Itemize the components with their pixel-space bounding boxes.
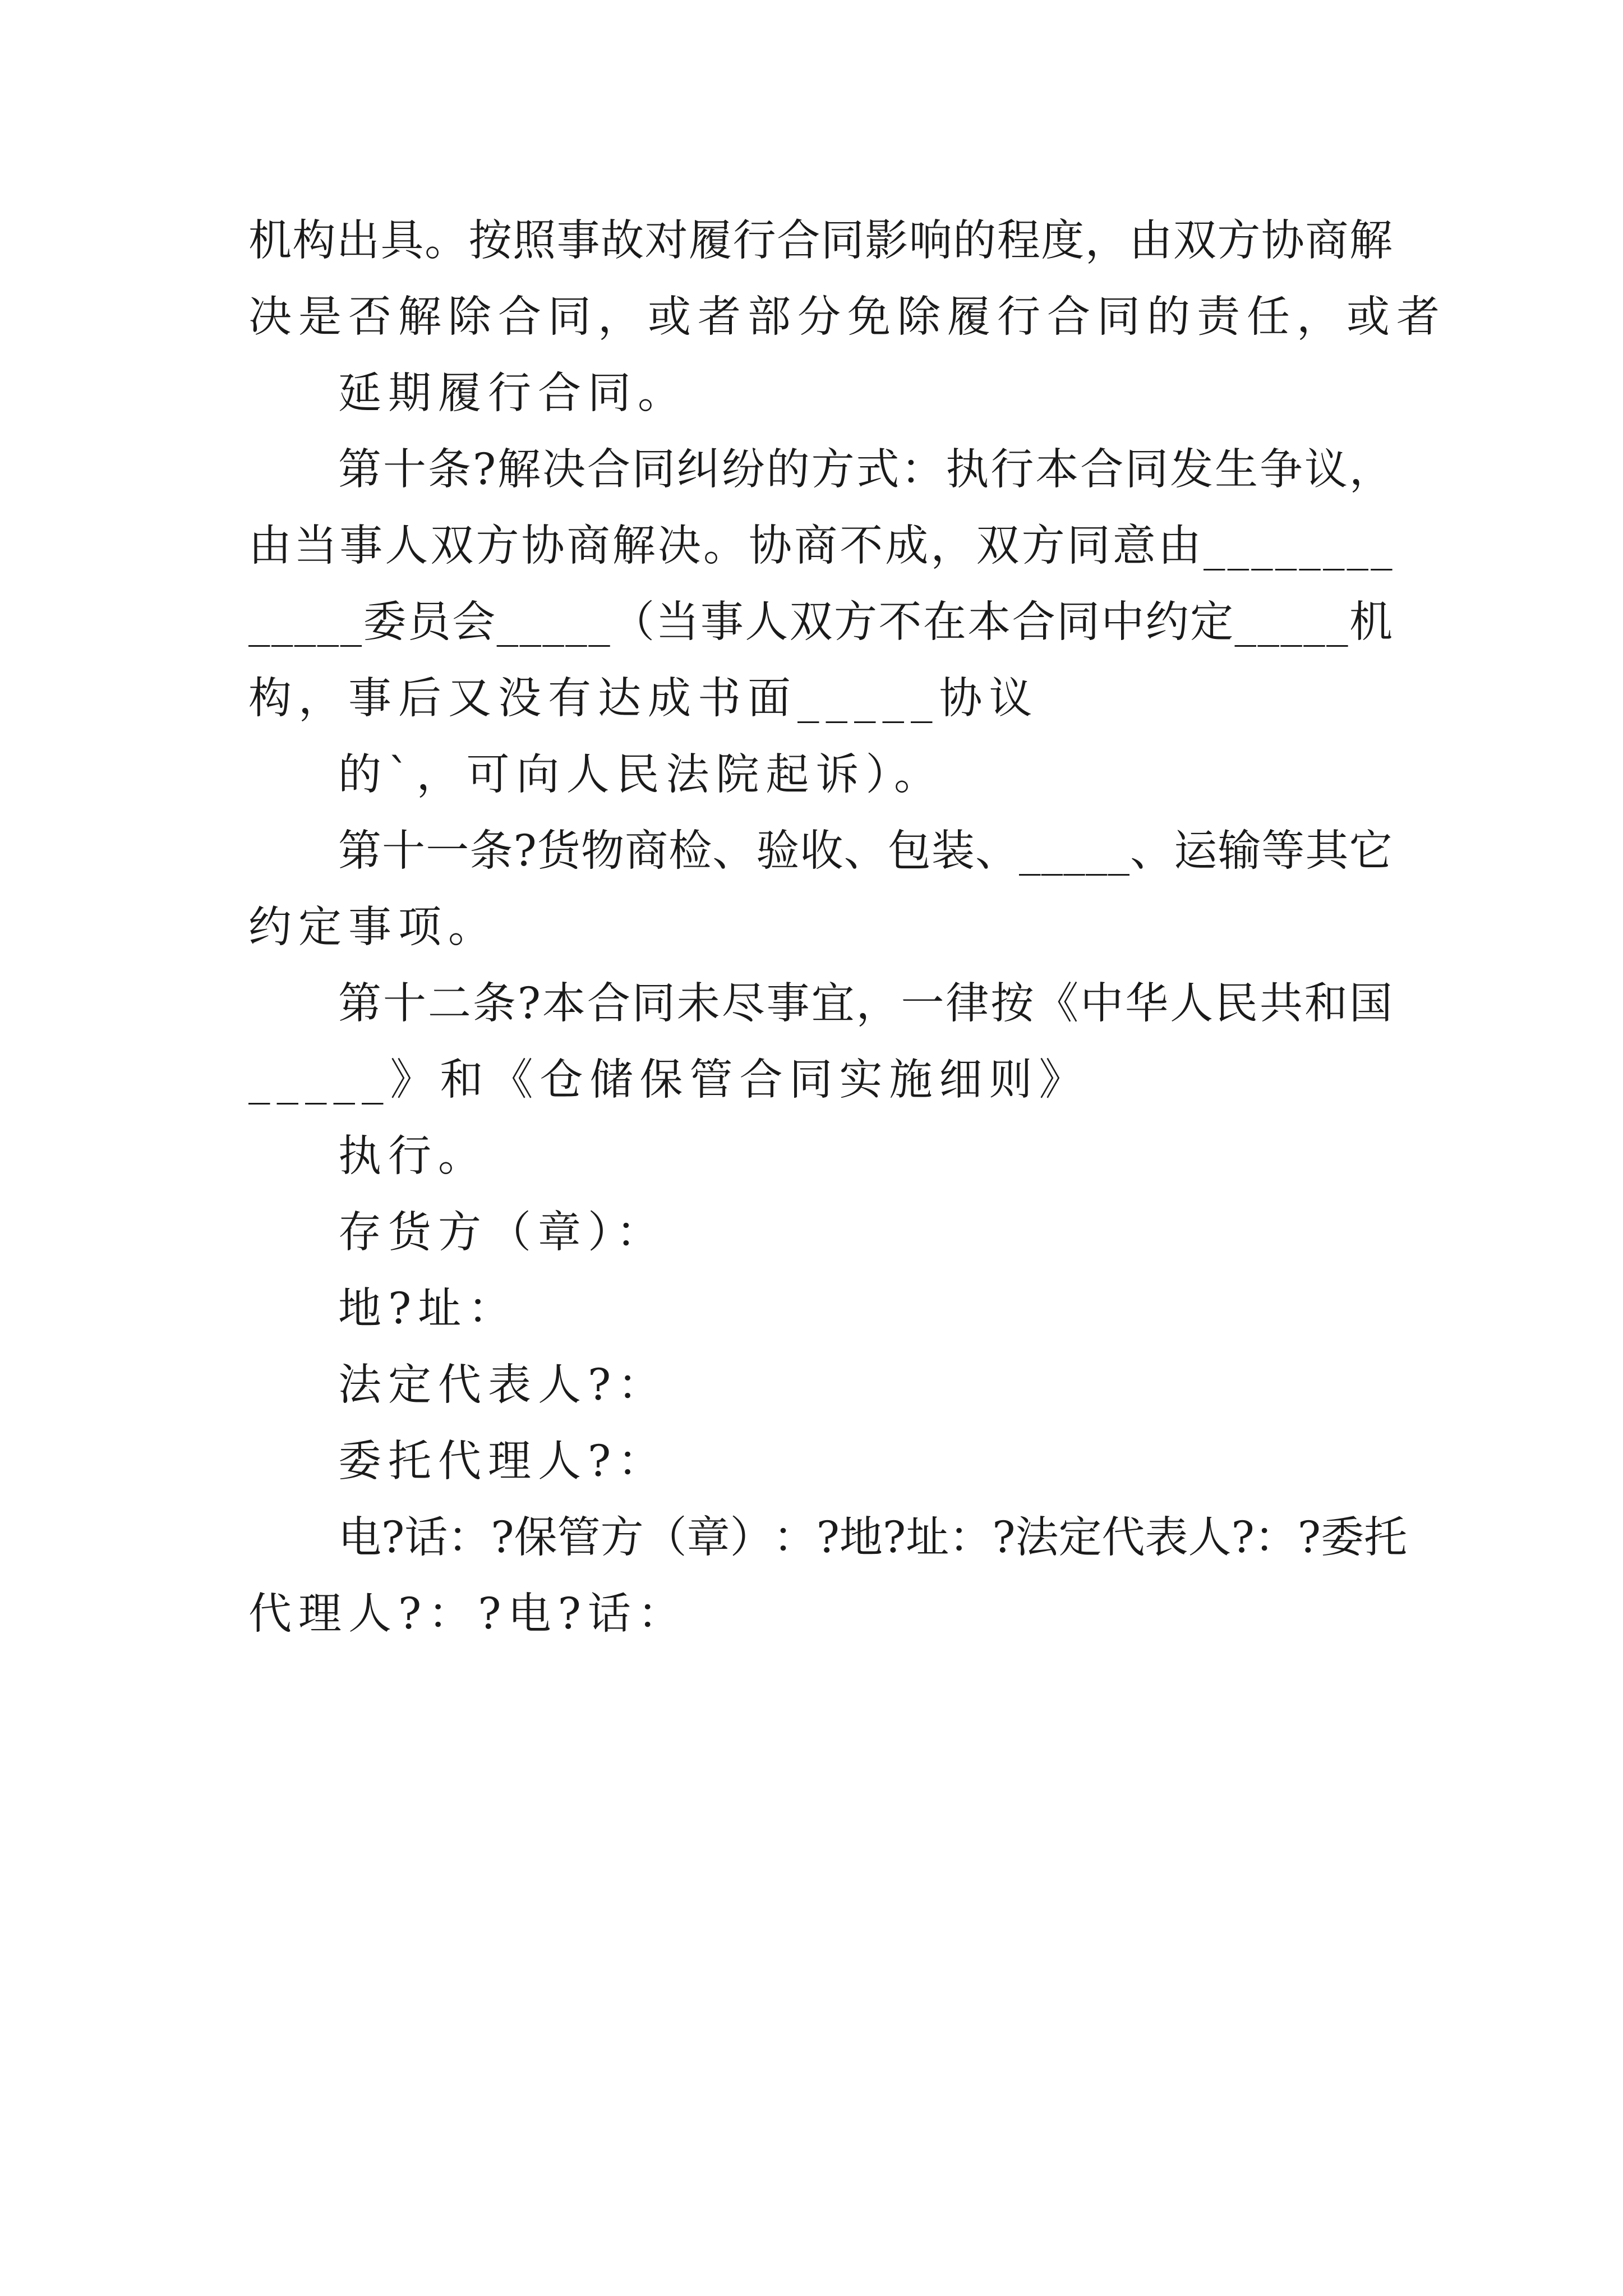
text-glyph: 争: [1259, 445, 1303, 495]
text-glyph: 纠: [676, 445, 720, 495]
text-glyph: 、: [843, 826, 887, 876]
text-glyph: 电: [338, 1513, 381, 1563]
text-glyph: 验: [756, 826, 800, 876]
text-glyph: 代: [1101, 1513, 1145, 1563]
text-glyph: 事: [766, 979, 810, 1029]
text-glyph: 十: [382, 826, 426, 876]
text-glyph: 的: [953, 216, 997, 266]
text-glyph: _: [1063, 826, 1085, 876]
text-glyph: 和: [1304, 979, 1348, 1029]
text-glyph: 商: [566, 521, 610, 571]
text-line: [248, 218, 1393, 294]
text-glyph: _: [271, 597, 293, 647]
text-glyph: 收: [800, 826, 843, 876]
text-glyph: 方: [600, 1513, 644, 1563]
text-glyph: 意: [1112, 521, 1156, 571]
text-glyph: 商: [1305, 216, 1349, 266]
text-glyph: 合: [587, 979, 630, 1029]
text-glyph: ?: [992, 1513, 1016, 1563]
text-glyph: ：: [448, 1513, 491, 1563]
text-glyph: _: [1299, 521, 1321, 571]
text-glyph: 协: [749, 521, 792, 571]
text-glyph: 程: [997, 216, 1040, 266]
text-glyph: 人: [1188, 1513, 1232, 1563]
text-glyph: （: [611, 597, 655, 647]
text-glyph: 同: [631, 445, 675, 495]
text-glyph: 行: [990, 445, 1034, 495]
agent-field: 委托代理人?：: [338, 1437, 668, 1487]
text-glyph: 货: [537, 826, 580, 876]
text-glyph: 未: [676, 979, 720, 1029]
clause-12-heading-line: [248, 981, 1393, 1057]
text-line: [248, 599, 1393, 675]
text-glyph: _: [1326, 597, 1348, 647]
text-glyph: 保: [514, 1513, 557, 1563]
text-glyph: 条: [472, 979, 516, 1029]
text-glyph: 合: [1012, 597, 1055, 647]
text-line: 的`，可向人民法院起诉）。: [338, 750, 944, 800]
text-glyph: ?: [513, 826, 537, 876]
text-glyph: 合: [777, 216, 820, 266]
text-glyph: 故: [601, 216, 644, 266]
text-glyph: ?: [816, 1513, 840, 1563]
text-glyph: _: [1203, 521, 1225, 571]
text-glyph: 十: [382, 445, 426, 495]
text-line: _____》和《仓储保管合同实施细则》: [248, 1055, 1089, 1105]
text-glyph: 不: [840, 521, 883, 571]
text-glyph: ：: [1254, 1513, 1298, 1563]
text-glyph: 、: [1130, 826, 1174, 876]
text-glyph: _: [294, 597, 316, 647]
text-glyph: 约: [1145, 597, 1189, 647]
text-glyph: 方: [1021, 521, 1065, 571]
text-glyph: 它: [1349, 826, 1393, 876]
text-glyph: _: [1322, 521, 1345, 571]
text-glyph: ：: [901, 445, 944, 495]
text-glyph: 由: [1129, 216, 1173, 266]
text-glyph: 对: [644, 216, 688, 266]
custodian-fields-line: [248, 1513, 1408, 1591]
text-glyph: 合: [1080, 445, 1124, 495]
text-glyph: 。: [425, 216, 468, 266]
text-glyph: 双: [789, 597, 833, 647]
text-glyph: 方: [476, 521, 519, 571]
text-glyph: 法: [1015, 1513, 1059, 1563]
text-glyph: 华: [1125, 979, 1169, 1029]
text-glyph: 由: [248, 521, 292, 571]
text-glyph: 按: [468, 216, 512, 266]
text-glyph: _: [1280, 597, 1302, 647]
text-glyph: 宜: [811, 979, 855, 1029]
text-glyph: 二: [427, 979, 471, 1029]
text-glyph: 律: [946, 979, 989, 1029]
text-glyph: 方: [811, 445, 855, 495]
text-glyph: _: [1227, 521, 1249, 571]
text-glyph: 一: [901, 979, 944, 1029]
text-glyph: 同: [820, 216, 864, 266]
text-glyph: 第: [338, 979, 381, 1029]
text-glyph: 章: [686, 1513, 730, 1563]
text-glyph: _: [1371, 521, 1393, 571]
text-glyph: 等: [1261, 826, 1305, 876]
text-line: 延期履行合同。: [338, 369, 688, 418]
text-glyph: 址: [906, 1513, 949, 1563]
text-glyph: _: [1085, 826, 1108, 876]
text-glyph: 运: [1174, 826, 1218, 876]
depositor-seal-field: 存货方（章）：: [338, 1208, 666, 1258]
text-glyph: _: [588, 597, 610, 647]
text-glyph: 民: [1215, 979, 1258, 1029]
text-glyph: _: [1041, 826, 1063, 876]
text-glyph: 具: [380, 216, 424, 266]
text-glyph: 中: [1080, 979, 1124, 1029]
text-glyph: 人: [745, 597, 789, 647]
text-glyph: 人: [1170, 979, 1214, 1029]
text-glyph: 同: [1067, 521, 1110, 571]
text-glyph: ，: [1349, 445, 1393, 495]
text-glyph: 发: [1170, 445, 1214, 495]
text-glyph: _: [1275, 521, 1297, 571]
text-glyph: _: [1234, 597, 1257, 647]
text-glyph: 管: [557, 1513, 601, 1563]
text-glyph: 方: [1217, 216, 1261, 266]
text-glyph: ?: [1297, 1513, 1321, 1563]
text-glyph: 商: [794, 521, 838, 571]
text-glyph: 决: [657, 521, 701, 571]
text-glyph: 影: [865, 216, 909, 266]
text-glyph: _: [1257, 597, 1279, 647]
text-glyph: _: [340, 597, 362, 647]
text-glyph: 托: [1364, 1513, 1408, 1563]
address-field: 地?址：: [338, 1284, 518, 1334]
text-glyph: 履: [689, 216, 732, 266]
text-glyph: 员: [407, 597, 451, 647]
text-glyph: 解: [497, 445, 541, 495]
text-glyph: 当: [294, 521, 338, 571]
text-line: [248, 523, 1393, 599]
text-glyph: 式: [856, 445, 900, 495]
text-glyph: ，: [930, 521, 974, 571]
legal-representative-field: 法定代表人?：: [338, 1360, 668, 1410]
text-glyph: 行: [732, 216, 776, 266]
text-glyph: ，: [856, 979, 900, 1029]
text-glyph: 照: [513, 216, 556, 266]
text-glyph: 双: [430, 521, 474, 571]
text-glyph: _: [1108, 826, 1129, 876]
text-glyph: 协: [521, 521, 565, 571]
text-glyph: 生: [1215, 445, 1258, 495]
text-glyph: 十: [382, 979, 426, 1029]
text-glyph: 尽: [721, 979, 765, 1029]
text-glyph: 在: [923, 597, 966, 647]
text-glyph: _: [1019, 826, 1041, 876]
text-glyph: _: [1347, 521, 1369, 571]
text-glyph: ：: [949, 1513, 993, 1563]
text-glyph: 议: [1304, 445, 1348, 495]
text-line: 执行。: [338, 1131, 488, 1181]
text-glyph: 、: [975, 826, 1018, 876]
text-glyph: 机: [248, 216, 292, 266]
text-glyph: 表: [1145, 1513, 1188, 1563]
text-glyph: （: [643, 1513, 687, 1563]
text-glyph: 本: [542, 979, 585, 1029]
text-glyph: 不: [878, 597, 922, 647]
text-glyph: 当: [656, 597, 699, 647]
text-glyph: 按: [990, 979, 1034, 1029]
text-glyph: 共: [1259, 979, 1303, 1029]
text-glyph: 条: [427, 445, 471, 495]
text-glyph: ?: [1231, 1513, 1255, 1563]
text-glyph: 。: [703, 521, 746, 571]
text-glyph: 协: [1261, 216, 1304, 266]
text-glyph: 条: [469, 826, 513, 876]
text-glyph: ?: [882, 1513, 906, 1563]
text-glyph: 《: [1035, 979, 1079, 1029]
text-glyph: 构: [292, 216, 336, 266]
text-glyph: 本: [1035, 445, 1079, 495]
text-glyph: 检: [668, 826, 712, 876]
text-glyph: _: [1303, 597, 1325, 647]
text-glyph: 机: [1349, 597, 1393, 647]
clause-10-heading-line: [248, 447, 1393, 523]
text-line: 决是否解除合同，或者部分免除履行合同的责任，或者: [248, 292, 1446, 342]
text-glyph: 中: [1101, 597, 1145, 647]
text-glyph: 第: [338, 826, 381, 876]
text-glyph: 由: [1158, 521, 1201, 571]
text-glyph: 会: [452, 597, 496, 647]
text-glyph: 度: [1041, 216, 1085, 266]
text-glyph: 同: [631, 979, 675, 1029]
text-glyph: 包: [887, 826, 931, 876]
text-glyph: 其: [1305, 826, 1349, 876]
text-glyph: 合: [587, 445, 630, 495]
text-glyph: _: [542, 597, 564, 647]
custodian-fields-line: 代理人?：?电?话：: [248, 1589, 688, 1639]
text-glyph: 同: [1125, 445, 1169, 495]
text-glyph: 地: [839, 1513, 883, 1563]
text-glyph: 解: [612, 521, 656, 571]
text-glyph: 双: [1173, 216, 1216, 266]
text-glyph: ?: [517, 979, 541, 1029]
text-glyph: 成: [885, 521, 929, 571]
text-glyph: 、: [712, 826, 756, 876]
text-glyph: 执: [946, 445, 989, 495]
text-glyph: ?: [491, 1513, 514, 1563]
text-glyph: 人: [385, 521, 428, 571]
text-glyph: 商: [625, 826, 668, 876]
text-glyph: 事: [556, 216, 600, 266]
text-glyph: 响: [909, 216, 952, 266]
text-glyph: 一: [426, 826, 469, 876]
text-glyph: 解: [1349, 216, 1393, 266]
text-glyph: 输: [1218, 826, 1261, 876]
text-glyph: 双: [976, 521, 1020, 571]
clause-11-heading-line: [248, 828, 1393, 904]
text-glyph: 装: [931, 826, 975, 876]
text-glyph: 方: [834, 597, 878, 647]
text-glyph: 第: [338, 445, 381, 495]
text-glyph: 事: [339, 521, 383, 571]
text-glyph: 同: [1056, 597, 1100, 647]
text-line: 构，事后又没有达成书面_____协议: [248, 674, 1039, 724]
text-glyph: 定: [1190, 597, 1234, 647]
text-glyph: _: [1251, 521, 1273, 571]
text-glyph: ?: [472, 445, 496, 495]
text-glyph: 委: [363, 597, 407, 647]
text-glyph: 委: [1321, 1513, 1364, 1563]
text-glyph: 话: [404, 1513, 448, 1563]
text-glyph: 的: [766, 445, 810, 495]
document-body: [248, 216, 1446, 1667]
text-glyph: ?: [381, 1513, 405, 1563]
text-glyph: 定: [1058, 1513, 1102, 1563]
text-glyph: _: [519, 597, 542, 647]
text-glyph: 决: [542, 445, 585, 495]
text-glyph: 本: [967, 597, 1011, 647]
text-line: 约定事项。: [248, 903, 498, 953]
text-glyph: 国: [1349, 979, 1393, 1029]
text-glyph: ）: [730, 1513, 773, 1563]
text-glyph: 出: [336, 216, 380, 266]
text-glyph: ：: [773, 1513, 817, 1563]
text-glyph: _: [248, 597, 270, 647]
text-glyph: 事: [700, 597, 744, 647]
text-glyph: 物: [580, 826, 624, 876]
text-glyph: _: [317, 597, 339, 647]
text-glyph: _: [496, 597, 519, 647]
text-glyph: 纷: [721, 445, 765, 495]
text-glyph: _: [565, 597, 587, 647]
text-glyph: ，: [1085, 216, 1128, 266]
